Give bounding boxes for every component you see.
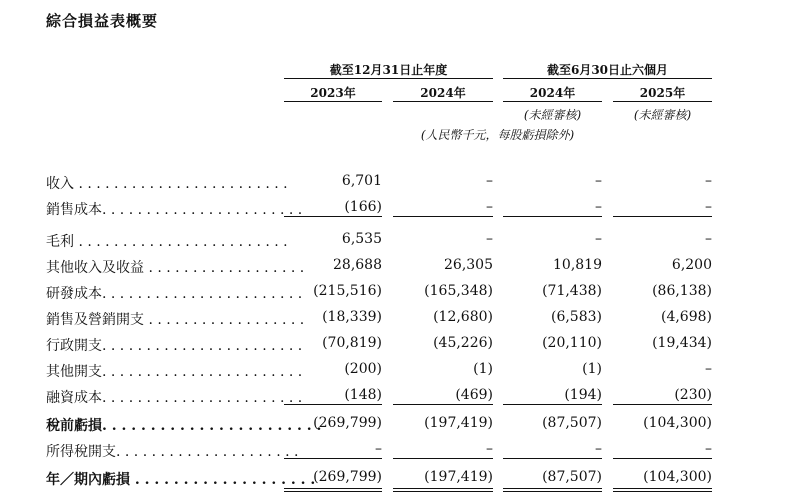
unaudited-note-1: (未經審核) [523,108,582,122]
row-selling-expenses [0,305,791,331]
cell-2023: 6,701 [341,173,382,189]
cell-2023: 6,535 [341,231,382,247]
row-label: 銷售成本. . . . . . . . . . . . . . . . . . . . . . . [46,202,303,218]
row-finance-costs [0,383,791,409]
cell-2024: – [486,441,493,457]
header-rule-year-ended [284,78,493,79]
row-label: 研發成本. . . . . . . . . . . . . . . . . . . . . . . [46,286,303,302]
cell-2025-h1: – [705,361,712,377]
year-2024-interim: 2024年 [529,86,576,100]
cell-2024: (165,348) [424,283,493,299]
row-loss-before-tax [0,411,791,437]
cell-2024: (45,226) [433,335,493,351]
row-label: 銷售及營銷開支 . . . . . . . . . . . . . . . . . . [46,312,305,328]
cell-2025-h1: – [705,199,712,215]
year-2023: 2023年 [310,86,356,100]
header-six-months: 截至6月30日止六個月 [546,63,669,77]
year-2024: 2024年 [420,86,466,100]
cell-2024-h1: (20,110) [542,335,602,351]
year-rule-1 [284,101,382,102]
cell-2024: (12,680) [433,309,493,325]
year-rule-2 [393,101,493,102]
row-label: 行政開支. . . . . . . . . . . . . . . . . . . . . . . [46,338,303,354]
subtotal-rule-3 [503,216,602,217]
header-year-ended: 截至12月31日止年度 [329,63,448,77]
total-double-rule-4 [613,488,712,492]
subtotal-rule-1 [284,404,382,405]
cell-2023: 28,688 [333,257,382,273]
row-other-income [0,253,791,279]
cell-2025-h1: (230) [674,387,712,403]
row-label: 收入 . . . . . . . . . . . . . . . . . . . . . . . . [46,176,288,192]
subtotal-rule-1 [284,216,382,217]
unaudited-note-2: (未經審核) [633,108,692,122]
subtotal-rule-3 [503,404,602,405]
cell-2023: – [375,441,382,457]
subtotal-rule-3 [503,458,602,459]
total-double-rule-3 [503,488,602,492]
cell-2024: (197,419) [424,415,493,431]
row-income-tax [0,437,791,463]
cell-2024-h1: (87,507) [542,469,602,485]
year-2025-interim: 2025年 [639,86,686,100]
cell-2024-h1: (194) [564,387,602,403]
row-admin-expenses [0,331,791,357]
cell-2024-h1: – [595,173,602,189]
cell-2024-h1: 10,819 [553,257,602,273]
row-label: 其他開支. . . . . . . . . . . . . . . . . . . . . . . [46,364,303,380]
cell-2024-h1: – [595,199,602,215]
row-gross-profit [0,227,791,253]
cell-2024: 26,305 [444,257,493,273]
cell-2025-h1: (104,300) [643,415,712,431]
cell-2023: (200) [344,361,382,377]
total-double-rule-1 [284,488,382,492]
total-double-rule-2 [393,488,493,492]
header-rule-six-months [503,78,712,79]
cell-2024: – [486,173,493,189]
cell-2025-h1: (19,434) [652,335,712,351]
cell-2025-h1: (86,138) [652,283,712,299]
row-label: 稅前虧損. . . . . . . . . . . . . . . . . . . . . . . [46,418,322,434]
cell-2025-h1: – [705,231,712,247]
cell-2024: – [486,231,493,247]
subtotal-rule-4 [613,216,712,217]
cell-2023: (70,819) [322,335,382,351]
cell-2024: (1) [473,361,493,377]
cell-2024: (469) [455,387,493,403]
cell-2025-h1: (104,300) [643,469,712,485]
cell-2024-h1: (6,583) [550,309,602,325]
cell-2024-h1: – [595,441,602,457]
subtotal-rule-4 [613,404,712,405]
cell-2025-h1: (4,698) [660,309,712,325]
cell-2025-h1: – [705,173,712,189]
cell-2024-h1: – [595,231,602,247]
subtotal-rule-1 [284,458,382,459]
year-rule-3 [503,101,602,102]
cell-2025-h1: 6,200 [671,257,712,273]
row-other-expenses [0,357,791,383]
unit-note: (人民幣千元，每股虧損除外) [420,128,575,142]
cell-2023: (18,339) [322,309,382,325]
row-cost-of-sales [0,195,791,221]
row-revenue [0,169,791,195]
cell-2023: (269,799) [313,469,382,485]
row-label: 年／期內虧損 . . . . . . . . . . . . . . . . . . . [46,472,316,488]
cell-2023: (166) [344,199,382,215]
row-label: 其他收入及收益 . . . . . . . . . . . . . . . . . . [46,260,305,276]
row-label: 所得稅開支. . . . . . . . . . . . . . . . . . . . . [46,444,299,460]
subtotal-rule-2 [393,404,493,405]
row-rnd-cost [0,279,791,305]
cell-2023: (148) [344,387,382,403]
cell-2023: (269,799) [313,415,382,431]
subtotal-rule-2 [393,458,493,459]
cell-2023: (215,516) [313,283,382,299]
cell-2024: (197,419) [424,469,493,485]
page-title: 綜合損益表概要 [46,12,159,30]
subtotal-rule-4 [613,458,712,459]
row-label: 融資成本. . . . . . . . . . . . . . . . . . . . . . . [46,390,303,406]
cell-2025-h1: – [705,441,712,457]
cell-2024: – [486,199,493,215]
cell-2024-h1: (71,438) [542,283,602,299]
subtotal-rule-2 [393,216,493,217]
cell-2024-h1: (87,507) [542,415,602,431]
year-rule-4 [613,101,712,102]
row-label: 毛利 . . . . . . . . . . . . . . . . . . . . . . . . [46,234,288,250]
cell-2024-h1: (1) [582,361,602,377]
